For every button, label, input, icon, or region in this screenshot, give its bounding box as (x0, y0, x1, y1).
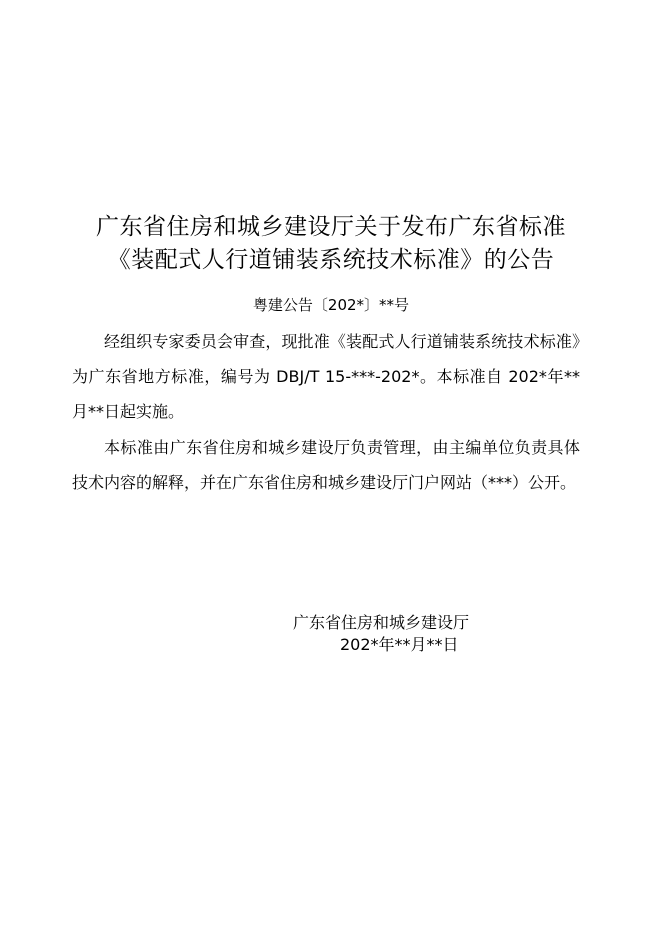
body-paragraph-1-container (72, 324, 580, 429)
body-paragraph-1: 经组织专家委员会审查，现批准《装配式人行道铺装系统技术标准》为广东省地方标准，编号为 DBJ/T 15-***-202*。本标准自 202*年**月**日起实施。 (72, 332, 580, 421)
announcement-title-line-2: 《装配式人行道铺装系统技术标准》的公告 (107, 247, 555, 273)
body-paragraph-2: 本标准由广东省住房和城乡建设厅负责管理，由主编单位负责具体技术内容的解释，并在广东省住房和城乡建设厅门户网站（***）公开。 (72, 438, 580, 492)
signatory-name: 广东省住房和城乡建设厅 (293, 613, 470, 632)
announcement-title-line-1: 广东省住房和城乡建设厅关于发布广东省标准 (96, 214, 566, 240)
body-paragraph-2-container (72, 430, 580, 500)
signature-date: 202*年**月**日 (340, 635, 459, 654)
document-number: 粤建公告〔202*〕**号 (252, 296, 410, 314)
